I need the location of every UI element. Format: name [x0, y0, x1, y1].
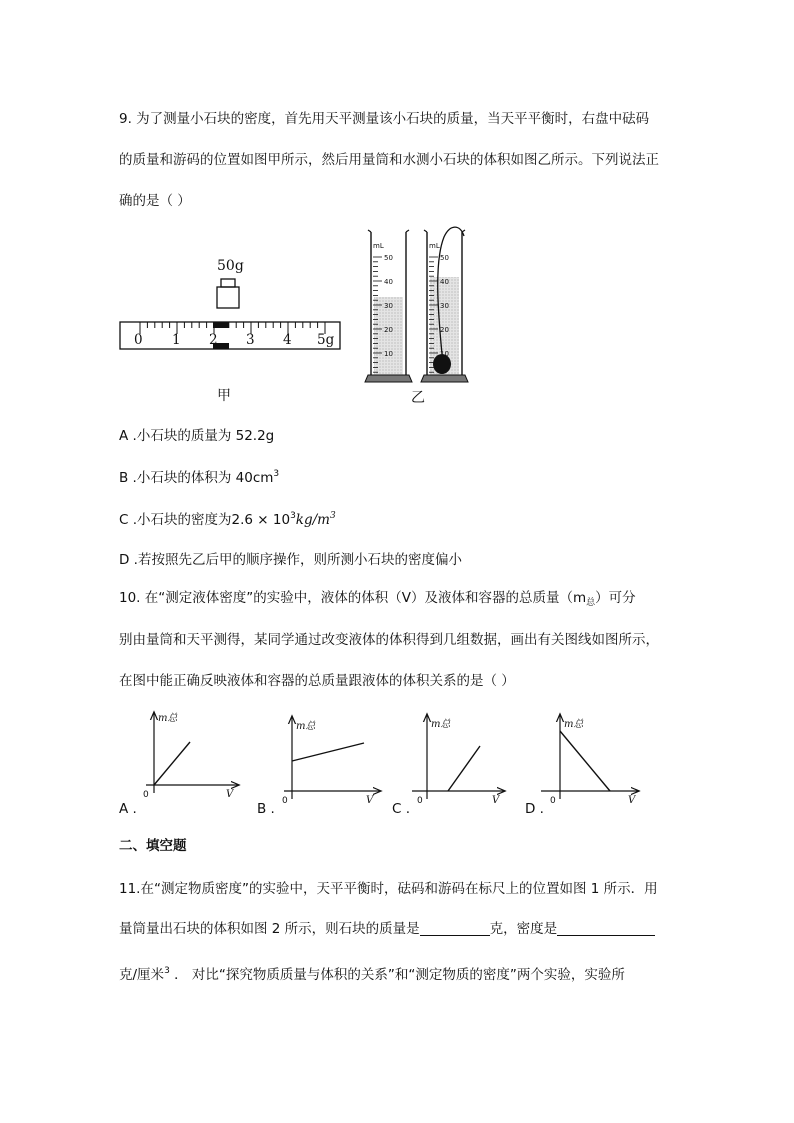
graph-c-origin: 0 [417, 796, 423, 806]
cyl2-tick-40: 40 [440, 278, 449, 286]
q9-option-d: D .若按照先乙后甲的顺序操作，则所测小石块的密度偏小 [119, 552, 462, 568]
q11-line-2: 量筒量出石块的体积如图 2 所示，则石块的质量是 克，密度是 [119, 920, 655, 938]
q9-line-1: 9. 为了测量小石块的密度，首先用天平测量该小石块的质量，当天平平衡时，右盘中砝码 [119, 111, 650, 127]
balance-scale-ruler [118, 275, 343, 375]
graph-b-xlabel: V [366, 795, 374, 806]
graph-c-xlabel: V [492, 795, 500, 806]
figure-yi-caption: 乙 [411, 390, 425, 406]
cylinder-2-unit: mL [429, 242, 440, 250]
q11-line-3: 克/厘米$^3$ ． 对比“探究物质质量与体积的关系”和“测定物质的密度”两个实验，实验所 [119, 966, 625, 983]
q10-line-2: 别由量筒和天平测得，某同学通过改变液体的体积得到几组数据，画出有关图线如图所示， [119, 632, 659, 648]
mass-blank[interactable] [420, 921, 490, 936]
graph-b-ylabel: m总 [296, 721, 316, 732]
cyl1-tick-50: 50 [384, 254, 393, 262]
graph-a-label: A . [119, 801, 137, 817]
q9-option-b: B .小石块的体积为 $40cm^3$ [119, 469, 280, 486]
figure-jia-caption: 甲 [217, 388, 231, 404]
section-title: 二、填空题 [119, 838, 187, 854]
scale-label-4: 4 [283, 332, 292, 348]
cyl1-tick-40: 40 [384, 278, 393, 286]
graph-c-ylabel: m总 [431, 719, 451, 730]
cyl2-tick-10: 10 [440, 350, 449, 358]
q10-line-1: 10. 在“测定液体密度”的实验中，液体的体积（V）及液体和容器的总质量$(m_总)$可分 [119, 590, 636, 608]
cyl2-tick-30: 30 [440, 302, 449, 310]
graph-d-origin: 0 [550, 796, 556, 806]
cyl2-tick-20: 20 [440, 326, 449, 334]
cyl1-tick-30: 30 [384, 302, 393, 310]
scale-label-5: 5g [317, 332, 335, 348]
graph-b-label: B . [257, 801, 275, 817]
q9-line-2: 的质量和游码的位置如图甲所示，然后用量筒和水测小石块的体积如图乙所示。下列说法正 [119, 152, 659, 168]
cylinder-1-unit: mL [373, 242, 384, 250]
graph-b-origin: 0 [282, 796, 288, 806]
graph-d-ylabel: m总 [564, 719, 584, 730]
scale-label-3: 3 [246, 332, 255, 348]
graph-a-origin: 0 [143, 790, 149, 800]
graph-d-xlabel: V [628, 795, 636, 806]
q9-line-3: 确的是（ ） [119, 193, 191, 209]
graph-a-xlabel: V [226, 789, 234, 800]
scale-label-0: 0 [134, 332, 143, 348]
graph-c-label: C . [392, 801, 411, 817]
graph-a-ylabel: m总 [158, 713, 178, 724]
q10-line-3: 在图中能正确反映液体和容器的总质量跟液体的体积关系的是（ ） [119, 673, 515, 689]
q9-option-c: C .小石块的密度为$2.6 \times 10^3kg/m^3$ [119, 511, 336, 528]
scale-label-1: 1 [172, 332, 181, 348]
cyl2-tick-50: 50 [440, 254, 449, 262]
figure-yi [364, 222, 484, 407]
cyl1-tick-10: 10 [384, 350, 393, 358]
q9-option-a: A .小石块的质量为 52.2g [119, 428, 275, 444]
graph-d-label: D . [525, 801, 544, 817]
density-blank[interactable] [557, 921, 655, 936]
q11-line-1: 11.在“测定物质密度”的实验中，天平平衡时，砝码和游码在标尺上的位置如图 1 所示．用 [119, 881, 658, 897]
figure-jia [118, 255, 343, 405]
weight-label: 50g [217, 258, 244, 274]
cyl1-tick-20: 20 [384, 326, 393, 334]
scale-label-2: 2 [209, 332, 218, 348]
